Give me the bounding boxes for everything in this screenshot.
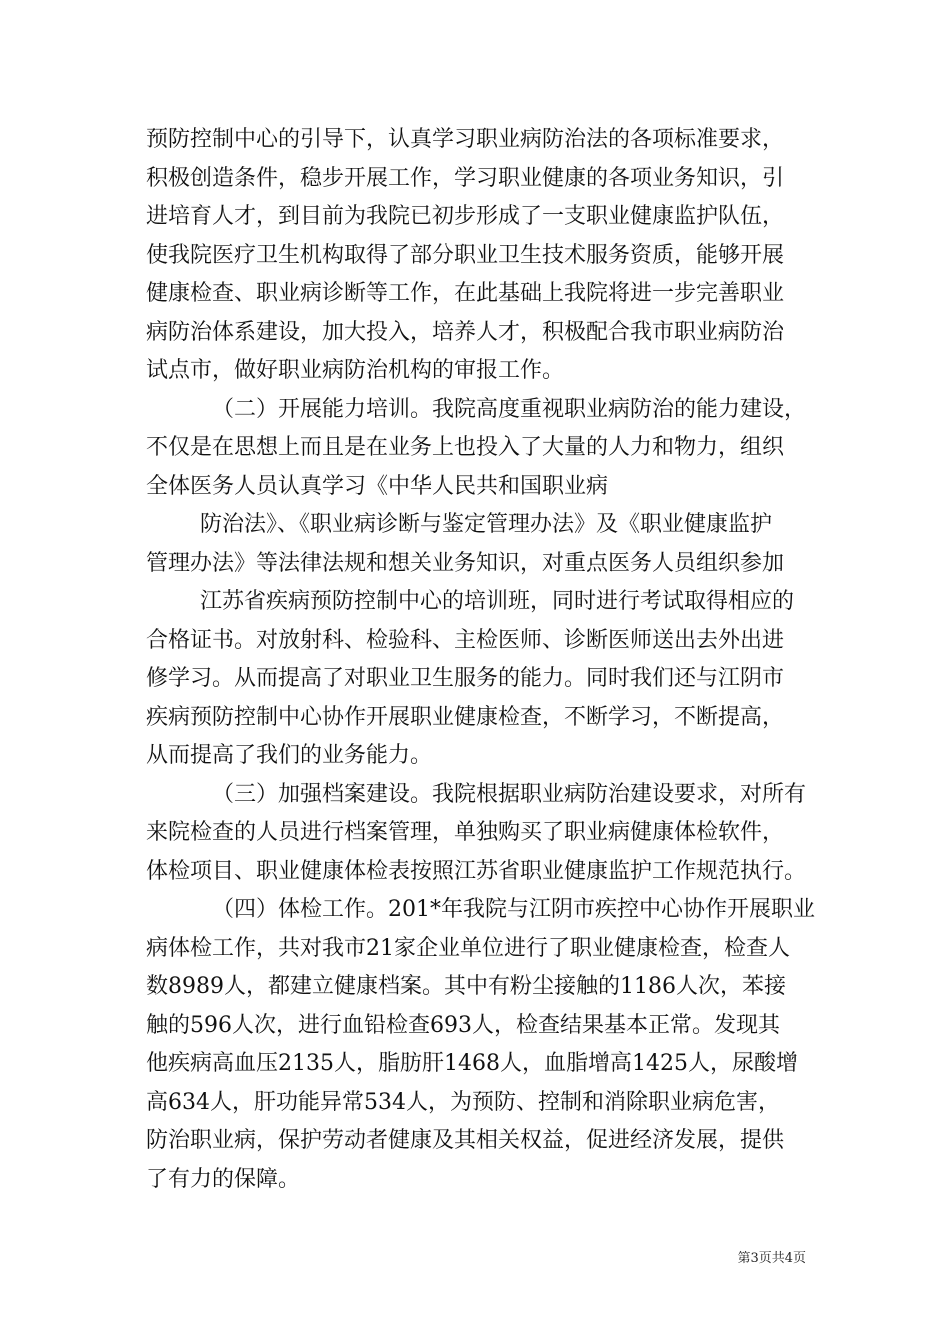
text-line: 病防治体系建设，加大投入，培养人才，积极配合我市职业病防治 xyxy=(146,319,785,345)
text-line: 合格证书。对放射科、检验科、主检医师、诊断医师送出去外出进 xyxy=(146,627,785,653)
text-line: 使我院医疗卫生机构取得了部分职业卫生技术服务资质，能够开展 xyxy=(146,242,785,268)
paragraph xyxy=(146,391,826,507)
text-line: 江苏省疾病预防控制中心的培训班，同时进行考试取得相应的 xyxy=(200,589,795,614)
text-line: 修学习。从而提高了对职业卫生服务的能力。同时我们还与江阴市 xyxy=(146,666,785,691)
text-line: 不仅是在思想上而且是在业务上也投入了大量的人力和物力，组织 xyxy=(146,435,785,460)
text-line: 来院检查的人员进行档案管理，单独购买了职业病健康体检软件， xyxy=(146,820,785,845)
text-line: 积极创造条件，稳步开展工作，学习职业健康的各项业务知识，引 xyxy=(146,165,785,191)
paragraph xyxy=(146,121,826,391)
text-line: 高634人，肝功能异常534人，为预防、控制和消除职业病危害， xyxy=(146,1089,780,1115)
text-line: 管理办法》等法律法规和想关业务知识，对重点医务人员组织参加 xyxy=(146,550,785,576)
text-line: 试点市，做好职业病防治机构的审报工作。 xyxy=(146,358,565,383)
text-line: 疾病预防控制中心协作开展职业健康检查，不断学习，不断提高， xyxy=(146,704,785,730)
text-line: 健康检查、职业病诊断等工作，在此基础上我院将进一步完善职业 xyxy=(146,281,785,306)
text-line: 数8989人，都建立健康档案。其中有粉尘接触的1186人次，苯接 xyxy=(146,974,786,999)
text-line: （四）体检工作。201*年我院与江阴市疾控中心协作开展职业 xyxy=(212,897,815,922)
text-line: 进培育人才，到目前为我院已初步形成了一支职业健康监护队伍， xyxy=(146,204,785,229)
paragraph xyxy=(146,506,826,583)
document-body xyxy=(146,121,826,1199)
text-line: （二）开展能力培训。我院高度重视职业病防治的能力建设， xyxy=(212,396,807,422)
text-line: 病体检工作，共对我市21家企业单位进行了职业健康检查，检查人 xyxy=(146,935,790,961)
text-line: 从而提高了我们的业务能力。 xyxy=(146,743,433,768)
paragraph xyxy=(146,776,826,892)
text-line: 触的596人次，进行血铅检查693人，检查结果基本正常。发现其 xyxy=(146,1012,780,1038)
paragraph xyxy=(146,583,826,776)
text-line: 防治职业病，保护劳动者健康及其相关权益，促进经济发展，提供 xyxy=(146,1128,785,1153)
text-line: 了有力的保障。 xyxy=(146,1166,301,1192)
text-line: （三）加强档案建设。我院根据职业病防治建设要求，对所有 xyxy=(212,781,807,807)
text-line: 预防控制中心的引导下，认真学习职业病防治法的各项标准要求， xyxy=(146,127,785,152)
text-line: 体检项目、职业健康体检表按照江苏省职业健康监护工作规范执行。 xyxy=(146,858,807,884)
paragraph xyxy=(146,891,826,1199)
text-line: 防治法》、《职业病诊断与鉴定管理办法》及《职业健康监护 xyxy=(200,512,773,537)
page-number: 第3页共4页 xyxy=(737,1251,806,1266)
text-line: 全体医务人员认真学习《中华人民共和国职业病 xyxy=(146,473,609,499)
text-line: 他疾病高血压2135人，脂肪肝1468人，血脂增高1425人，尿酸增 xyxy=(146,1051,798,1076)
